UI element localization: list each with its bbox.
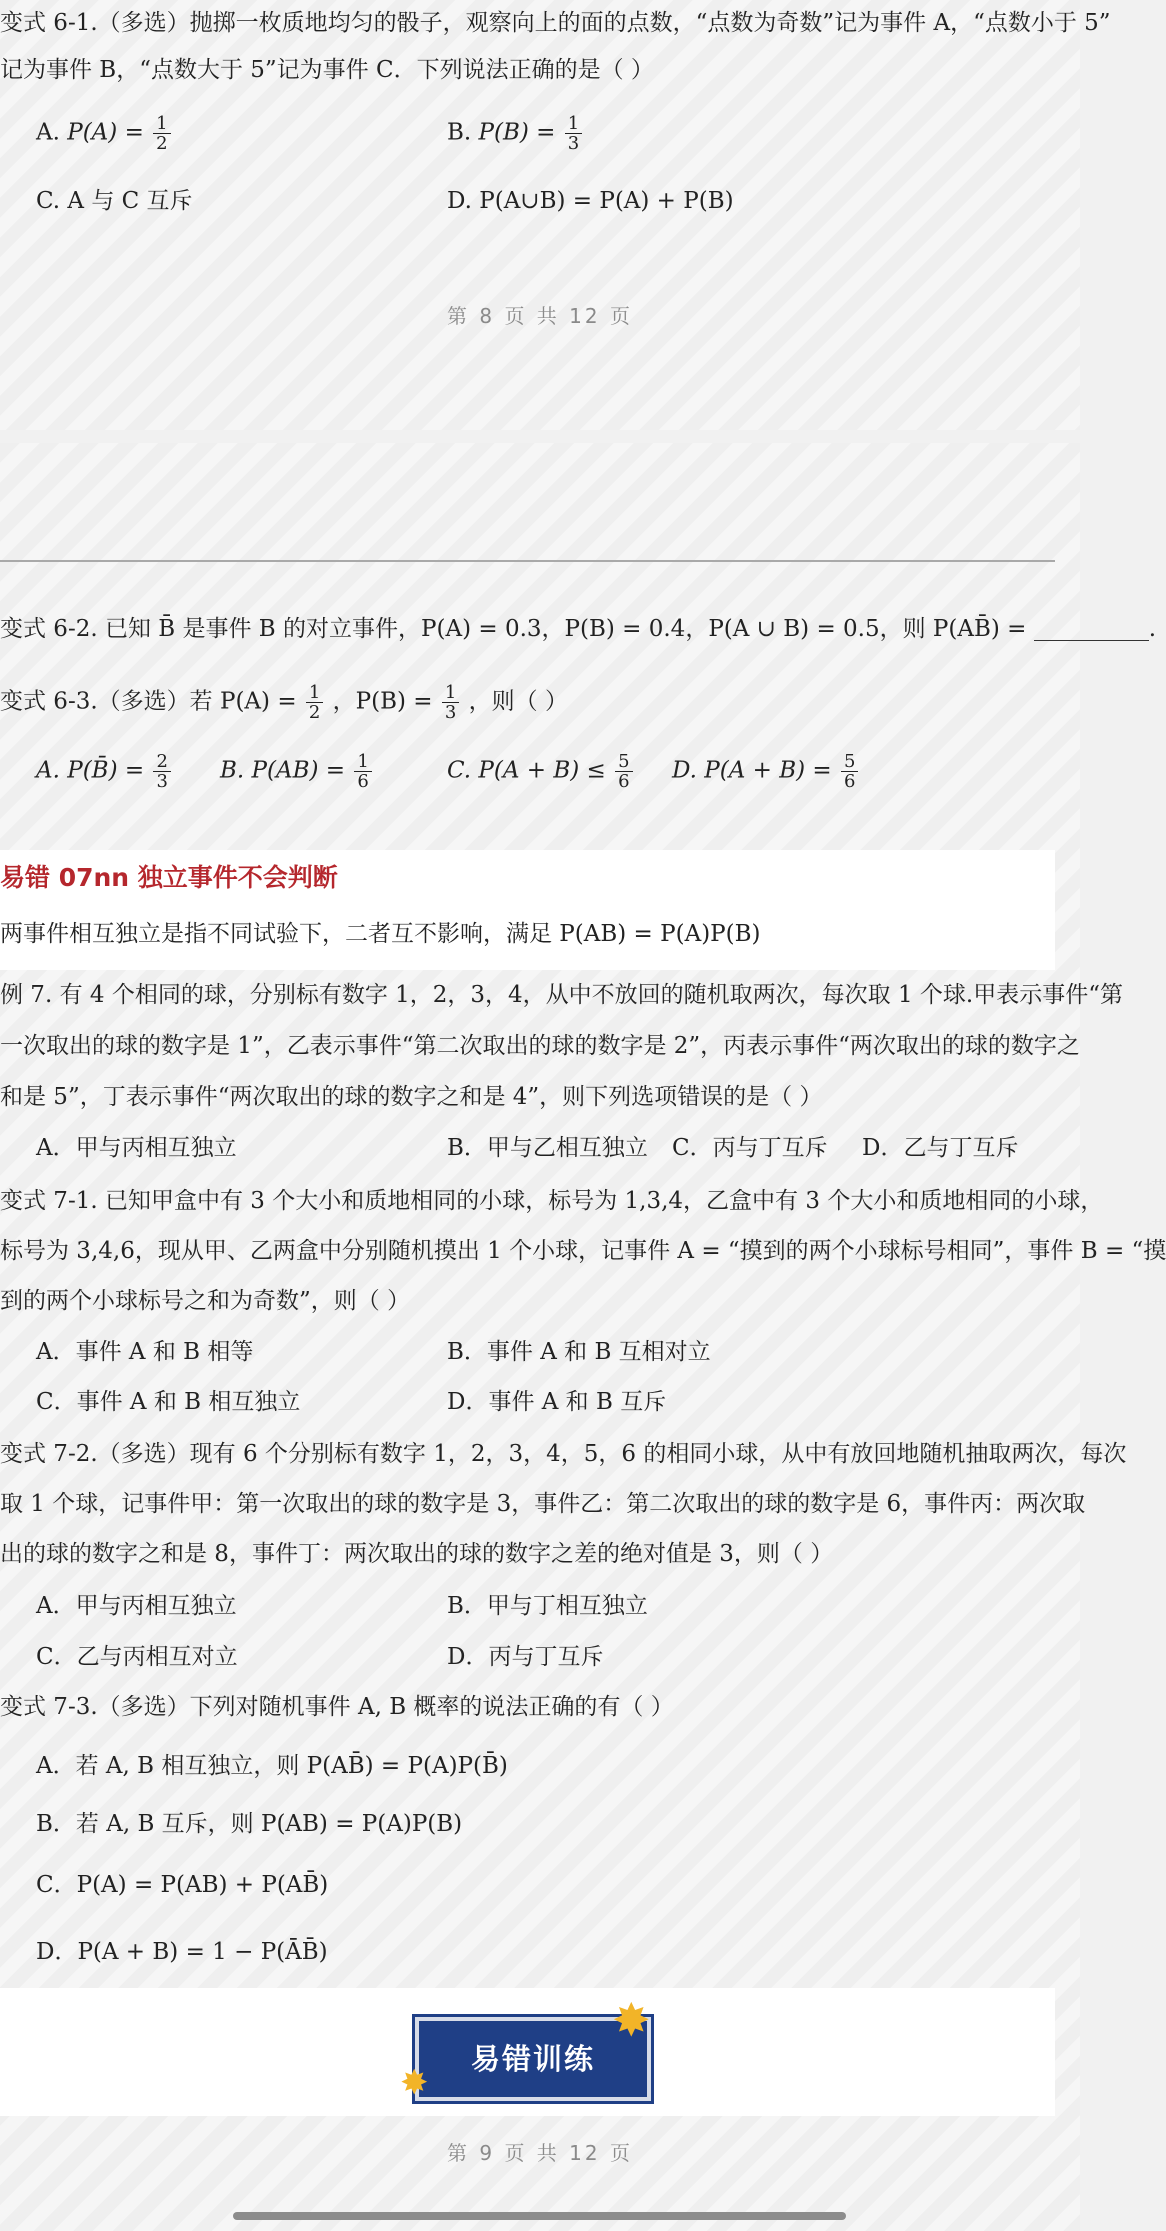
fraction: $\frac{1}{6}$ (354, 752, 371, 791)
q6-1-option-b[interactable]: B. P(B) = $\frac{1}{3}$ (447, 114, 584, 153)
example-7-line2: 一次取出的球的数字是 1”，乙表示事件“第二次取出的球的数字是 2”，丙表示事件“两次取出的球的数字之 (0, 1033, 1080, 1059)
section-note: 两事件相互独立是指不同试验下，二者互不影响，满足 P(AB) = P(A)P(B) (0, 921, 761, 947)
q6-3-option-c[interactable]: C. P(A + B) ≤ $\frac{5}{6}$ (447, 752, 635, 791)
page-footer-9: 第 9 页 共 12 页 (447, 2141, 633, 2165)
q7-1-option-c[interactable]: C．事件 A 和 B 相互独立 (36, 1389, 301, 1415)
q6-3-stem: 变式 6-3.（多选）若 P(A) = $\frac{1}{2}$ ，P(B) = $\frac{1}{3}$ ，则（ ） (0, 682, 568, 723)
q7-3-option-c[interactable]: C．P(A) = P(AB) + P(AB̄) (36, 1872, 329, 1898)
q7-3-option-a[interactable]: A．若 A, B 相互独立，则 P(AB̄) = P(A)P(B̄) (36, 1753, 508, 1779)
q7-1-option-a[interactable]: A．事件 A 和 B 相等 (36, 1339, 254, 1365)
page-footer-8: 第 8 页 共 12 页 (447, 304, 633, 328)
fraction: $\frac{5}{6}$ (615, 752, 632, 791)
home-indicator[interactable] (233, 2212, 846, 2220)
divider (0, 560, 1055, 562)
q6-1-option-a[interactable]: A. P(A) = $\frac{1}{2}$ (36, 114, 173, 153)
q7-3-option-d[interactable]: D．P(A + B) = 1 − P(ĀB̄) (36, 1939, 328, 1965)
q6-1-option-c[interactable]: C. A 与 C 互斥 (36, 188, 193, 214)
q6-1-line2: 记为事件 B，“点数大于 5”记为事件 C．下列说法正确的是（ ） (0, 57, 654, 83)
q7-2-option-c[interactable]: C．乙与丙相互对立 (36, 1644, 238, 1670)
q6-3-option-d[interactable]: D. P(A + B) = $\frac{5}{6}$ (672, 752, 860, 791)
q7-3-stem: 变式 7-3.（多选）下列对随机事件 A, B 概率的说法正确的有（ ） (0, 1694, 674, 1720)
q7-2-line2: 取 1 个球，记事件甲：第一次取出的球的数字是 3，事件乙：第二次取出的球的数字是 6，事件丙：两次取 (0, 1491, 1086, 1517)
q7-2-option-a[interactable]: A．甲与丙相互独立 (36, 1593, 237, 1619)
fraction: $\frac{1}{3}$ (442, 683, 459, 722)
q7-1-option-b[interactable]: B．事件 A 和 B 互相对立 (447, 1339, 711, 1365)
practice-banner-button[interactable]: 易错训练 (415, 2017, 651, 2101)
example-7-option-c[interactable]: C．丙与丁互斥 (672, 1135, 828, 1161)
q7-1-option-d[interactable]: D．事件 A 和 B 互斥 (447, 1389, 667, 1415)
q7-2-option-d[interactable]: D．丙与丁互斥 (447, 1644, 604, 1670)
answer-blank[interactable] (1034, 620, 1149, 641)
q6-1-option-d[interactable]: D. P(A∪B) = P(A) + P(B) (447, 188, 734, 214)
q7-1-line2: 标号为 3,4,6，现从甲、乙两盒中分别随机摸出 1 个小球，记事件 A = “摸到的两个小球标号相同”，事件 B = “摸 (0, 1238, 1166, 1264)
q7-2-option-b[interactable]: B．甲与丁相互独立 (447, 1593, 648, 1619)
q6-1-line1: 变式 6-1.（多选）抛掷一枚质地均匀的骰子，观察向上的面的点数，“点数为奇数”记为事件 A，“点数小于 5” (0, 10, 1111, 36)
q7-1-line1: 变式 7-1. 已知甲盒中有 3 个大小和质地相同的小球，标号为 1,3,4，乙盒中有 3 个大小和质地相同的小球， (0, 1188, 1104, 1214)
q7-1-line3: 到的两个小球标号之和为奇数”，则（ ） (0, 1288, 411, 1314)
fraction: $\frac{5}{6}$ (841, 752, 858, 791)
example-7-option-a[interactable]: A．甲与丙相互独立 (36, 1135, 237, 1161)
example-7-line1: 例 7. 有 4 个相同的球，分别标有数字 1，2，3，4，从中不放回的随机取两次，每次取 1 个球.甲表示事件“第 (0, 982, 1123, 1008)
q7-2-line1: 变式 7-2.（多选）现有 6 个分别标有数字 1，2，3，4，5，6 的相同小球，从中有放回地随机抽取两次，每次 (0, 1441, 1127, 1467)
section-title: 易错 07nn 独立事件不会判断 (0, 863, 338, 892)
q6-3-option-a[interactable]: A. P(B̄) = $\frac{2}{3}$ (36, 752, 173, 791)
q6-2-stem: 变式 6-2. 已知 B̄ 是事件 B 的对立事件，P(A) = 0.3，P(B) = 0.4，P(A ∪ B) = 0.5，则 P(AB̄) = . (0, 616, 1157, 642)
example-7-option-d[interactable]: D．乙与丁互斥 (862, 1135, 1019, 1161)
q7-2-line3: 出的球的数字之和是 8，事件丁：两次取出的球的数字之差的绝对值是 3，则（ ） (0, 1541, 834, 1567)
q7-3-option-b[interactable]: B．若 A, B 互斥，则 P(AB) = P(A)P(B) (36, 1811, 463, 1837)
fraction: $\frac{1}{2}$ (153, 114, 170, 153)
example-7-line3: 和是 5”，丁表示事件“两次取出的球的数字之和是 4”，则下列选项错误的是（ ） (0, 1084, 823, 1110)
fraction: $\frac{1}{2}$ (306, 683, 323, 722)
fraction: $\frac{1}{3}$ (565, 114, 582, 153)
star-icon: ✸ (400, 2063, 429, 2103)
example-7-option-b[interactable]: B．甲与乙相互独立 (447, 1135, 648, 1161)
star-icon: ✸ (612, 1993, 651, 2047)
fraction: $\frac{2}{3}$ (153, 752, 170, 791)
q6-3-option-b[interactable]: B. P(AB) = $\frac{1}{6}$ (220, 752, 374, 791)
